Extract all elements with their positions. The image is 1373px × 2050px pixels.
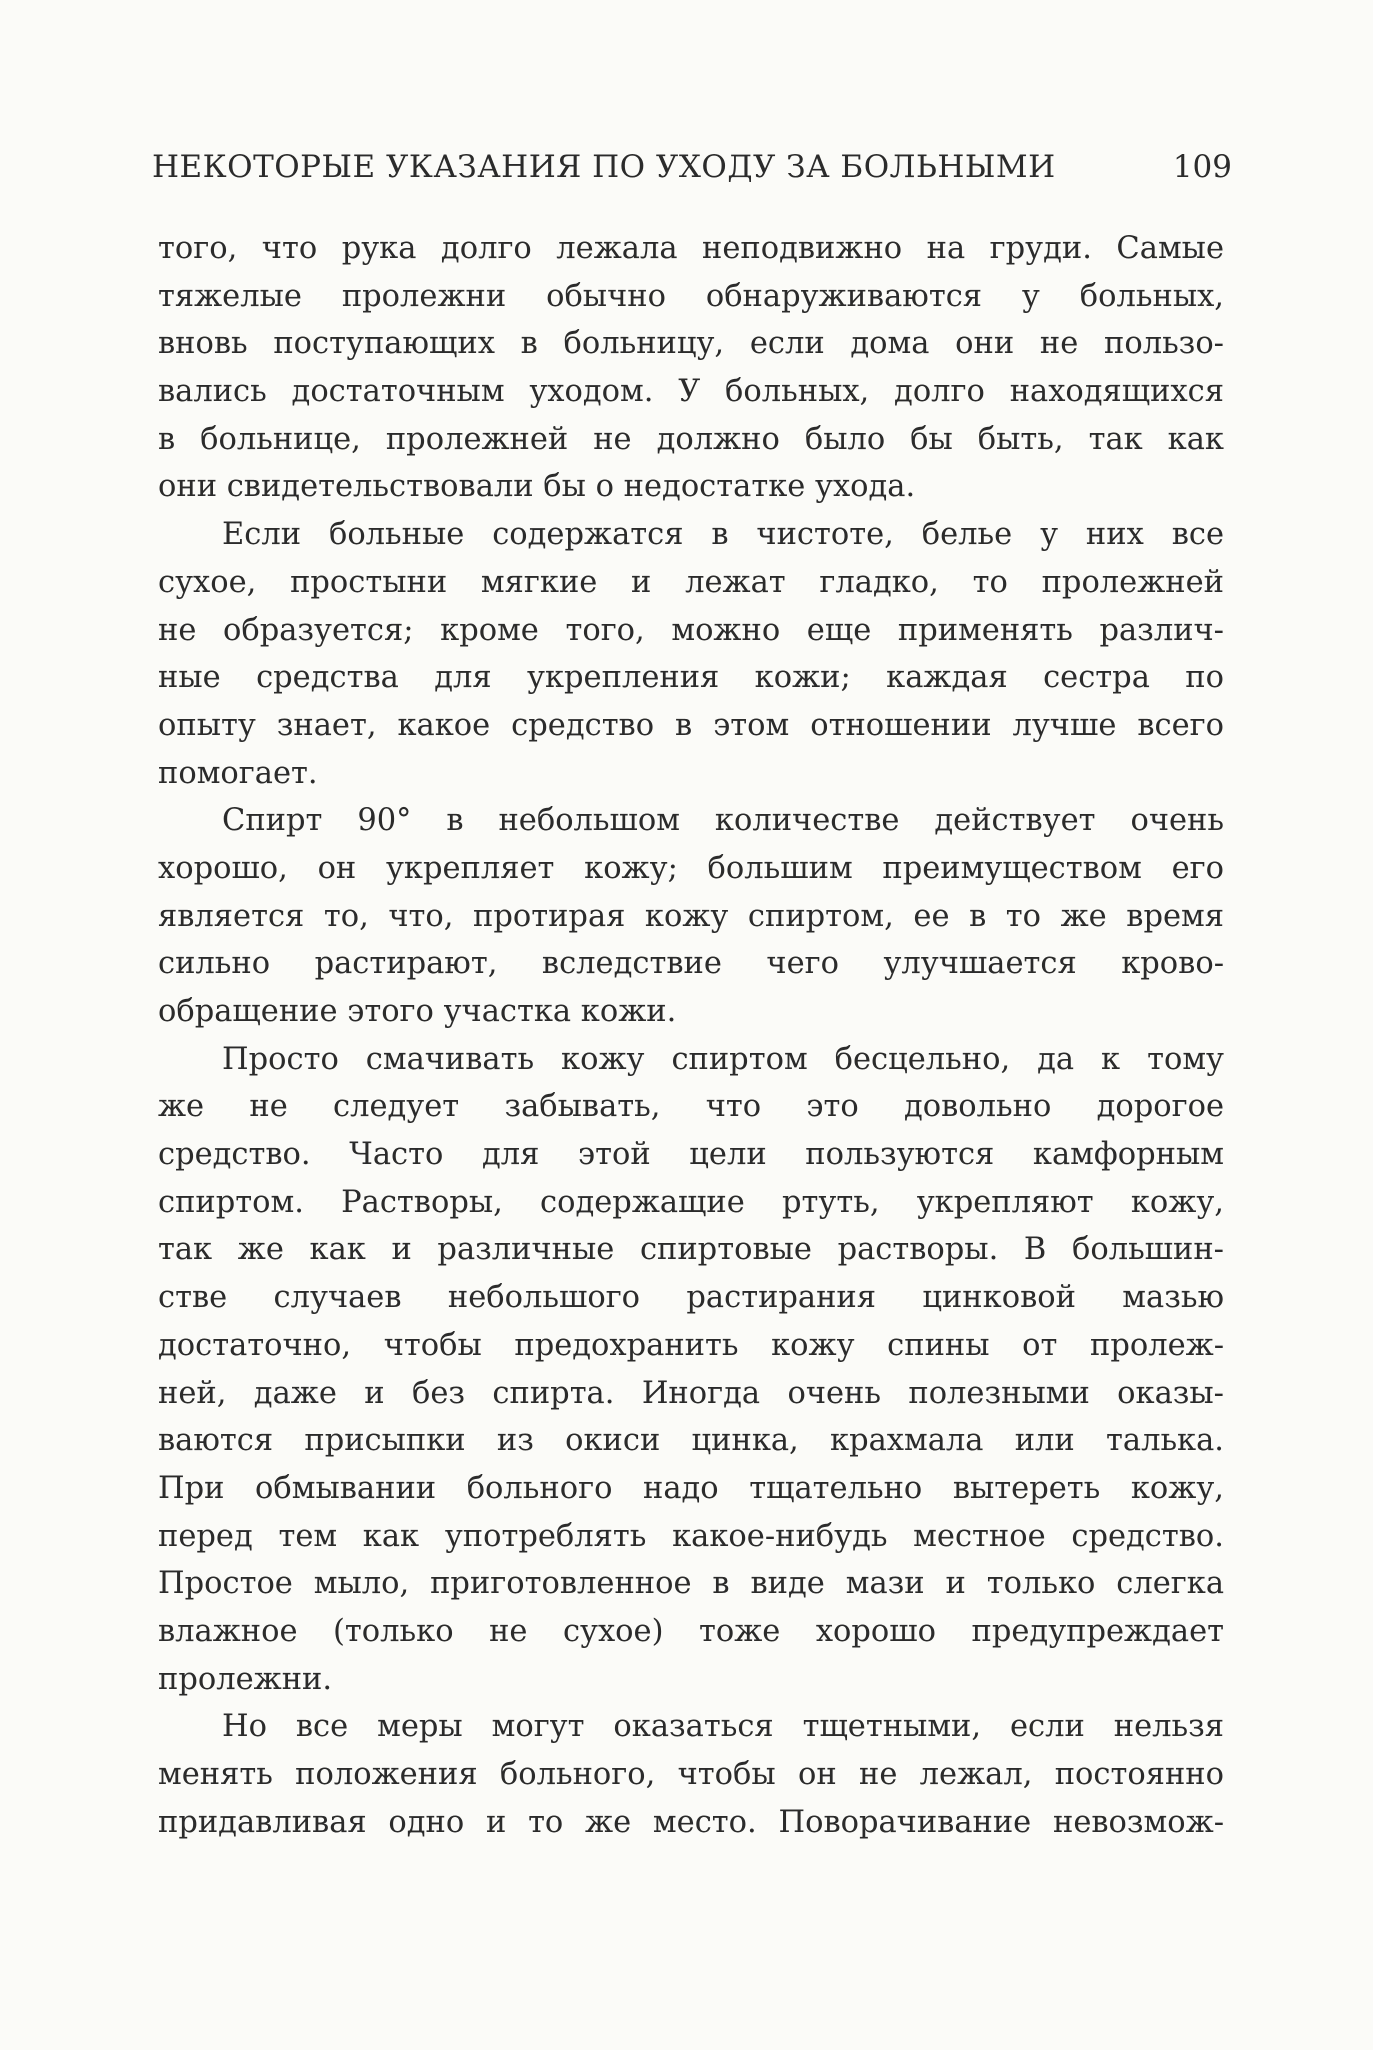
page-number: 109 xyxy=(1172,149,1232,185)
paragraph xyxy=(158,225,1224,511)
text-line: тяжелые пролежни обычно обнаруживаются у больных, xyxy=(158,278,1224,314)
paragraph xyxy=(158,511,1224,797)
running-title: НЕКОТОРЫЕ УКАЗАНИЯ ПО УХОДУ ЗА БОЛЬНЫМИ xyxy=(152,149,1056,185)
paragraph xyxy=(158,1036,1224,1704)
text-line: они свидетельствовали бы о недостатке ухода. xyxy=(158,469,916,505)
text-line: сухое, простыни мягкие и лежат гладко, то пролежней xyxy=(158,564,1224,600)
running-head xyxy=(152,142,1232,192)
text-line: же не следует забывать, что это довольно дорогое xyxy=(158,1089,1224,1125)
text-line: менять положения больного, чтобы он не лежал, постоянно xyxy=(158,1757,1224,1792)
text-line: вались достаточным уходом. У больных, долго находящихся xyxy=(158,374,1224,410)
text-line: сильно растирают, вследствие чего улучшается крово- xyxy=(158,946,1224,982)
text-line: обращение этого участка кожи. xyxy=(158,994,677,1029)
text-line: перед тем как употреблять какое-нибудь местное средство. xyxy=(158,1518,1224,1554)
text-line: ней, даже и без спирта. Иногда очень полезными оказы- xyxy=(158,1375,1224,1411)
text-line: в больнице, пролежней не должно было бы быть, так как xyxy=(158,421,1224,457)
text-line: достаточно, чтобы предохранить кожу спины от пролеж- xyxy=(158,1327,1224,1363)
paragraph xyxy=(158,1703,1224,1846)
text-line: того, что рука долго лежала неподвижно на груди. Самые xyxy=(158,231,1224,266)
text-line: средство. Часто для этой цели пользуются камфорным xyxy=(158,1137,1224,1173)
text-line: хорошо, он укрепляет кожу; большим преимуществом его xyxy=(158,850,1224,886)
text-line: вновь поступающих в больницу, если дома они не пользо- xyxy=(158,326,1224,362)
text-line: Спирт 90° в небольшом количестве действует очень xyxy=(222,803,1224,839)
text-line: ваются присыпки из окиси цинка, крахмала или талька. xyxy=(158,1423,1224,1459)
text-line: придавливая одно и то же место. Поворачивание невозмож- xyxy=(158,1804,1224,1840)
text-line: является то, что, протирая кожу спиртом, ее в то же время xyxy=(158,898,1224,934)
text-line: Но все меры могут оказаться тщетными, если нельзя xyxy=(222,1709,1224,1745)
text-line: Простое мыло, приготовленное в виде мази и только слегка xyxy=(158,1566,1224,1602)
text-line: ные средства для укрепления кожи; каждая сестра по xyxy=(158,660,1224,696)
body-text xyxy=(158,225,1224,1846)
text-line: так же как и различные спиртовые растворы. В большин- xyxy=(158,1232,1224,1268)
text-line: опыту знает, какое средство в этом отношении лучше всего xyxy=(158,707,1224,743)
text-line: помогает. xyxy=(158,755,318,791)
paragraph xyxy=(158,797,1224,1035)
text-line: спиртом. Растворы, содержащие ртуть, укрепляют кожу, xyxy=(158,1184,1224,1220)
text-line: стве случаев небольшого растирания цинковой мазью xyxy=(158,1280,1224,1316)
text-line: не образуется; кроме того, можно еще применять различ- xyxy=(158,612,1224,648)
text-line: При обмывании больного надо тщательно вытереть кожу, xyxy=(158,1470,1224,1506)
text-line: влажное (только не сухое) тоже хорошо предупреждает xyxy=(158,1613,1224,1649)
text-line: Просто смачивать кожу спиртом бесцельно, да к тому xyxy=(222,1041,1224,1077)
text-line: пролежни. xyxy=(158,1661,333,1697)
text-line: Если больные содержатся в чистоте, белье у них все xyxy=(222,517,1224,553)
